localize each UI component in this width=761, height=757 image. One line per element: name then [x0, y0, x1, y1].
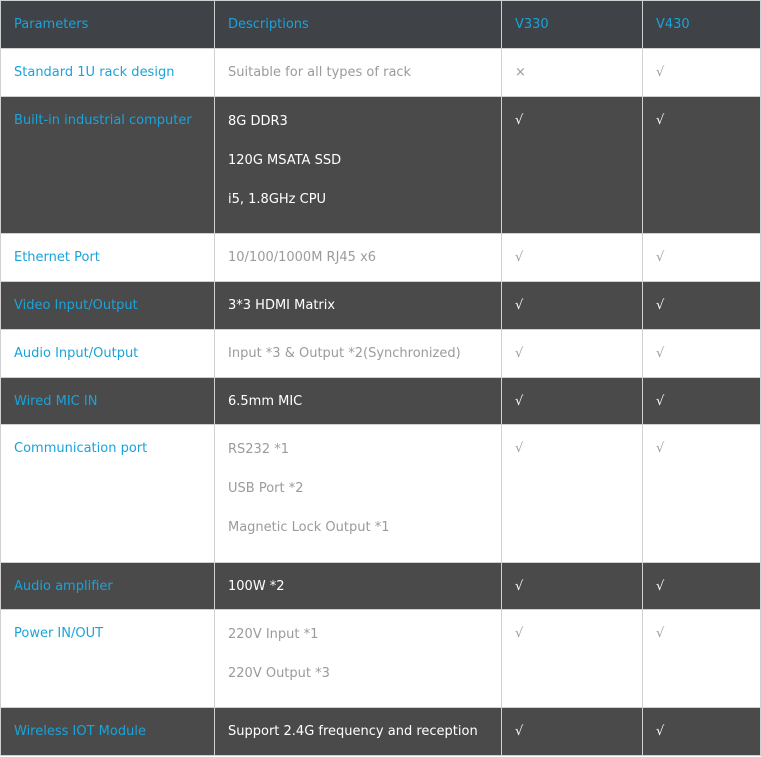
description-cell	[215, 610, 502, 708]
v430-mark: √	[643, 282, 761, 330]
description-line: 10/100/1000M RJ45 x6	[228, 250, 377, 265]
v430-mark: √	[643, 234, 761, 282]
description-line: 220V Output *3	[228, 666, 330, 681]
table-row	[1, 425, 761, 563]
table-row	[1, 610, 761, 708]
v430-mark: √	[643, 49, 761, 97]
description-line: 3*3 HDMI Matrix	[228, 298, 336, 313]
table-row	[1, 708, 761, 756]
description-cell	[215, 330, 502, 378]
v330-mark: √	[502, 234, 643, 282]
description-line: RS232 *1	[228, 442, 290, 457]
table-row	[1, 234, 761, 282]
parameter-cell: Communication port	[1, 425, 215, 563]
parameter-cell: Wired MIC IN	[1, 378, 215, 425]
v330-mark: √	[502, 425, 643, 563]
parameter-cell: Wireless IOT Module	[1, 708, 215, 756]
parameter-cell: Audio amplifier	[1, 563, 215, 610]
description-cell	[215, 49, 502, 97]
parameter-cell: Ethernet Port	[1, 234, 215, 282]
v330-mark: √	[502, 610, 643, 708]
table-row	[1, 330, 761, 378]
table-row	[1, 563, 761, 610]
description-cell	[215, 282, 502, 330]
v330-mark: √	[502, 282, 643, 330]
description-cell	[215, 425, 502, 563]
v430-mark: √	[643, 330, 761, 378]
v430-mark: √	[643, 563, 761, 610]
description-cell	[215, 97, 502, 234]
header-parameters: Parameters	[1, 1, 215, 49]
v430-mark: √	[643, 425, 761, 563]
description-line: 100W *2	[228, 578, 285, 594]
v430-mark: √	[643, 378, 761, 425]
header-row	[1, 1, 761, 49]
parameter-cell: Power IN/OUT	[1, 610, 215, 708]
description-line: Suitable for all types of rack	[228, 65, 412, 80]
description-line: Input *3 & Output *2(Synchronized)	[228, 346, 461, 361]
spec-table-body	[1, 49, 761, 756]
description-line: 220V Input *1	[228, 627, 319, 642]
description-line: 8G DDR3	[228, 114, 288, 129]
description-cell	[215, 563, 502, 610]
v330-mark: √	[502, 97, 643, 234]
header-v430: V430	[643, 1, 761, 49]
v430-mark: √	[643, 708, 761, 756]
v430-mark: √	[643, 610, 761, 708]
description-line: 6.5mm MIC	[228, 393, 303, 409]
description-line: i5, 1.8GHz CPU	[228, 192, 327, 207]
v330-mark: √	[502, 708, 643, 756]
parameter-cell: Audio Input/Output	[1, 330, 215, 378]
table-row	[1, 49, 761, 97]
description-line: USB Port *2	[228, 481, 304, 496]
description-cell	[215, 708, 502, 756]
description-cell	[215, 378, 502, 425]
v330-mark: ×	[502, 49, 643, 97]
header-v330: V330	[502, 1, 643, 49]
v330-mark: √	[502, 330, 643, 378]
parameter-cell: Built-in industrial computer	[1, 97, 215, 234]
description-line: Magnetic Lock Output *1	[228, 520, 390, 535]
parameter-cell: Standard 1U rack design	[1, 49, 215, 97]
parameter-cell: Video Input/Output	[1, 282, 215, 330]
v330-mark: √	[502, 563, 643, 610]
header-descriptions: Descriptions	[215, 1, 502, 49]
table-row	[1, 378, 761, 425]
description-line: Support 2.4G frequency and reception	[228, 724, 478, 739]
v430-mark: √	[643, 97, 761, 234]
description-cell	[215, 234, 502, 282]
v330-mark: √	[502, 378, 643, 425]
table-row	[1, 97, 761, 234]
description-line: 120G MSATA SSD	[228, 153, 342, 168]
table-row	[1, 282, 761, 330]
